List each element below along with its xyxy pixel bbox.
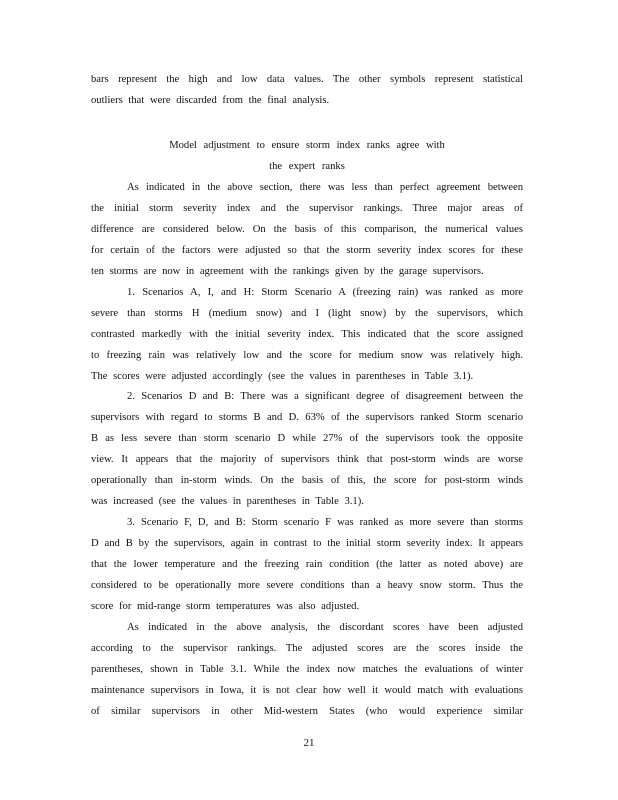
body-text-line: 1. Scenarios A, I, and H: Storm Scenario A (freezing rain) was ranked as more bbox=[127, 287, 523, 298]
section-heading: the expert ranks bbox=[269, 161, 345, 172]
body-text-line: the initial storm severity index and the supervisor rankings. Three major areas of bbox=[91, 203, 523, 214]
body-text-line: severe than storms H (medium snow) and I (light snow) by the supervisors, which bbox=[91, 308, 523, 319]
body-text-line: The scores were adjusted accordingly (see the values in parentheses in Table 3.1). bbox=[91, 371, 474, 382]
page-number: 21 bbox=[303, 737, 315, 749]
body-text-line: outliers that were discarded from the final analysis. bbox=[91, 95, 330, 106]
body-text-line: according to the supervisor rankings. The adjusted scores are the scores inside the bbox=[91, 643, 523, 654]
body-text-line: B as less severe than storm scenario D while 27% of the supervisors took the opposite bbox=[91, 433, 523, 444]
body-text-line: that the lower temperature and the freezing rain condition (the latter as noted above) are bbox=[91, 559, 523, 570]
body-text-line: maintenance supervisors in Iowa, it is not clear how well it would match with evaluations bbox=[91, 685, 523, 696]
body-text-line: for certain of the factors were adjusted so that the storm severity index scores for these bbox=[91, 245, 523, 256]
body-text-line: ten storms are now in agreement with the rankings given by the garage supervisors. bbox=[91, 266, 484, 277]
body-text-line: D and B by the supervisors, again in contrast to the initial storm severity index. It appears bbox=[91, 538, 523, 549]
body-text-line: view. It appears that the majority of supervisors think that post-storm winds are worse bbox=[91, 454, 523, 465]
body-text-line: As indicated in the above analysis, the discordant scores have been adjusted bbox=[127, 622, 523, 633]
body-text-line: contrasted markedly with the initial severity index. This indicated that the score assigned bbox=[91, 329, 523, 340]
body-text-line: difference are considered below. On the basis of this comparison, the numerical values bbox=[91, 224, 523, 235]
body-text-line: of similar supervisors in other Mid-western States (who would experience similar bbox=[91, 706, 523, 717]
body-text-line: score for mid-range storm temperatures was also adjusted. bbox=[91, 601, 360, 612]
body-text-line: supervisors with regard to storms B and D. 63% of the supervisors ranked Storm scenario bbox=[91, 412, 523, 423]
body-text-line: 3. Scenario F, D, and B: Storm scenario F was ranked as more severe than storms bbox=[127, 517, 523, 528]
body-text-line: operationally than in-storm winds. On the basis of this, the score for post-storm winds bbox=[91, 475, 523, 486]
body-text-line: As indicated in the above section, there was less than perfect agreement between bbox=[127, 182, 523, 193]
body-text-line: to freezing rain was relatively low and the score for medium snow was relatively high. bbox=[91, 350, 523, 361]
body-text-line: was increased (see the values in parentheses in Table 3.1). bbox=[91, 496, 364, 507]
body-text-line: parentheses, shown in Table 3.1. While the index now matches the evaluations of winter bbox=[91, 664, 523, 675]
body-text-line: bars represent the high and low data values. The other symbols represent statistical bbox=[91, 74, 523, 85]
body-text-line: considered to be operationally more severe conditions than a heavy snow storm. Thus the bbox=[91, 580, 523, 591]
section-heading: Model adjustment to ensure storm index ranks agree with bbox=[169, 140, 445, 151]
body-text-line: 2. Scenarios D and B: There was a significant degree of disagreement between the bbox=[127, 391, 523, 402]
